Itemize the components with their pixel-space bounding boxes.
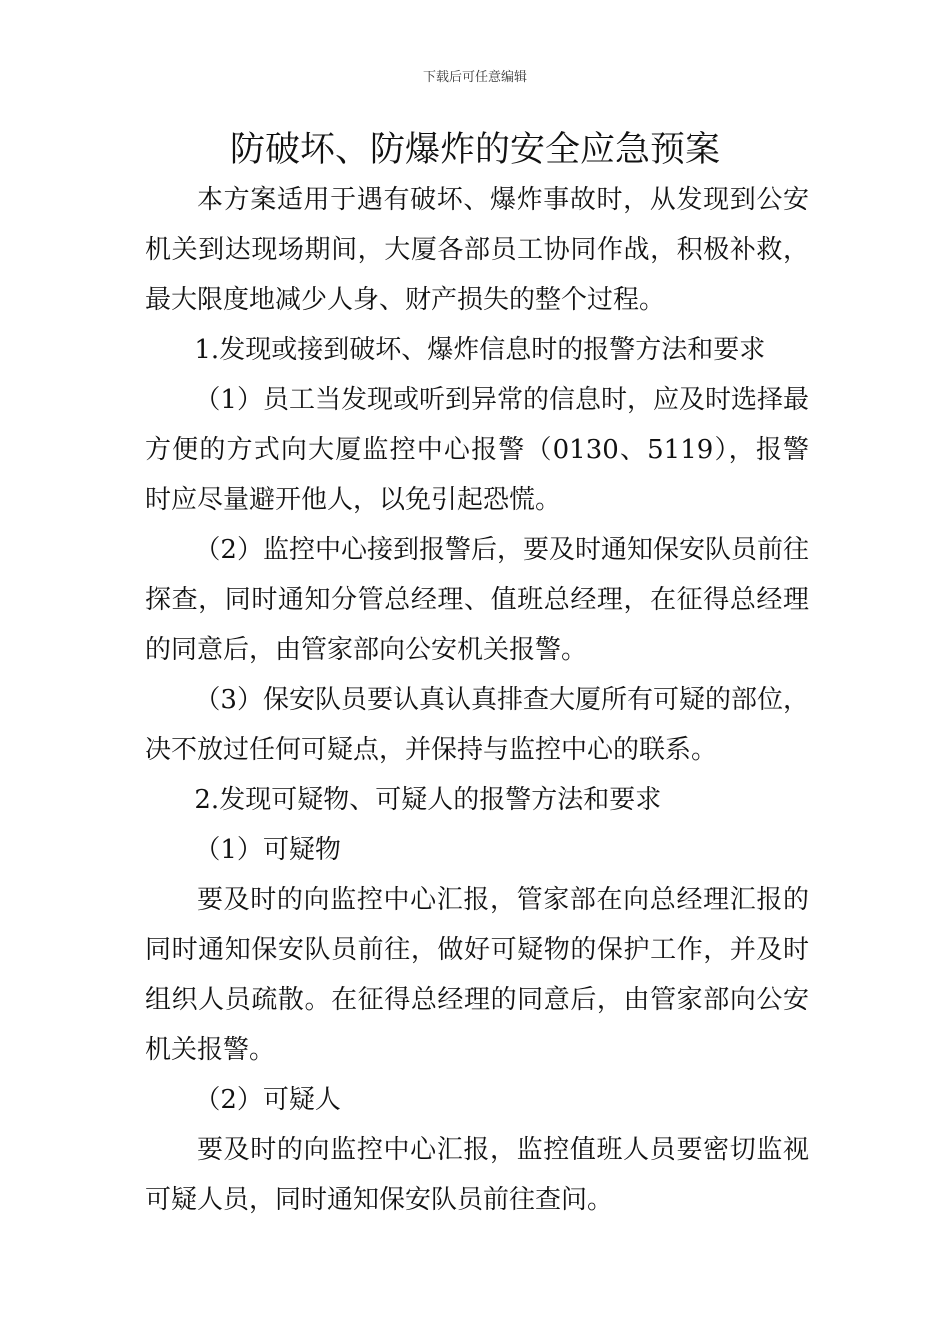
paragraph-1-1: （1）员工当发现或听到异常的信息时，应及时选择最方便的方式向大厦监控中心报警（0130、5119），报警时应尽量避开他人，以免引起恐慌。 bbox=[145, 385, 809, 515]
page-header-note: 下载后可任意编辑 bbox=[422, 70, 527, 85]
section-heading-2: 2.发现可疑物、可疑人的报警方法和要求 bbox=[194, 785, 662, 815]
paragraph-scope: 本方案适用于遇有破坏、爆炸事故时，从发现到公安机关到达现场期间，大厦各部员工协同作战，积极补救，最大限度地减少人身、财产损失的整个过程。 bbox=[145, 185, 809, 315]
paragraph-1-3: （3）保安队员要认真认真排查大厦所有可疑的部位，决不放过任何可疑点，并保持与监控中心的联系。 bbox=[145, 685, 809, 765]
paragraph-1-2: （2）监控中心接到报警后，要及时通知保安队员前往探查，同时通知分管总经理、值班总经理，在征得总经理的同意后，由管家部向公安机关报警。 bbox=[145, 535, 809, 665]
paragraph-suspicious-object: 要及时的向监控中心汇报，管家部在向总经理汇报的同时通知保安队员前往，做好可疑物的保护工作，并及时组织人员疏散。在征得总经理的同意后，由管家部向公安机关报警。 bbox=[145, 885, 809, 1065]
document-title: 防破坏、防爆炸的安全应急预案 bbox=[229, 130, 720, 170]
document-body bbox=[145, 175, 809, 1225]
subheading-suspicious-person: （2）可疑人 bbox=[194, 1085, 341, 1115]
paragraph-suspicious-person: 要及时的向监控中心汇报，监控值班人员要密切监视可疑人员，同时通知保安队员前往查问。 bbox=[145, 1135, 809, 1215]
subheading-suspicious-object: （1）可疑物 bbox=[194, 835, 341, 865]
section-heading-1: 1.发现或接到破坏、爆炸信息时的报警方法和要求 bbox=[194, 335, 766, 365]
